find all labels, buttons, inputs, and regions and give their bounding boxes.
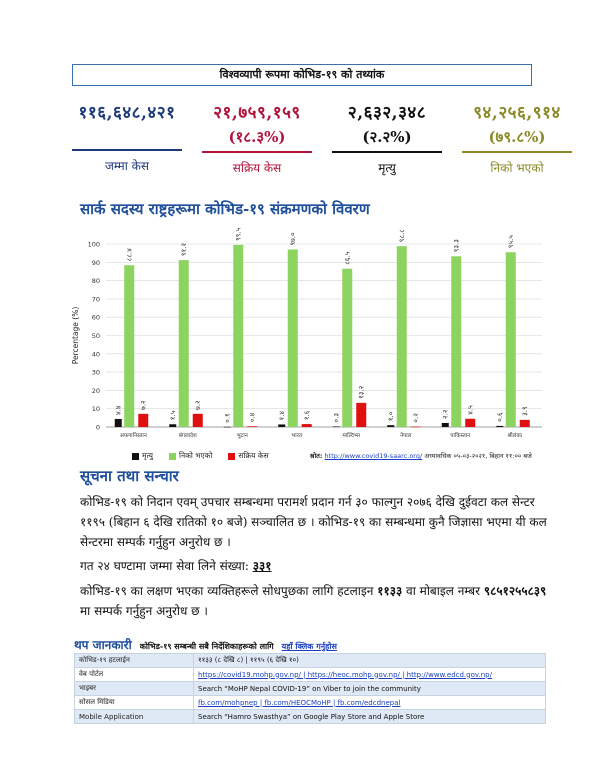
info-paragraph-2 [80,556,550,576]
y-tick-label: 80 [91,277,100,286]
bar-deaths [442,423,449,427]
stat-recovered [452,100,582,176]
bar-recovered [451,256,461,427]
y-tick-label: 100 [87,240,100,249]
chart-section-title: सार्क सदस्य राष्ट्रहरूमा कोभिड-१९ संक्रमणको विवरण [80,200,370,218]
y-tick-label: 40 [91,350,100,359]
data-label: १३.२ [357,385,366,399]
chart-source [310,451,532,460]
table-row [75,654,546,668]
contact-info-table [74,653,546,724]
y-tick-label: 0 [95,423,100,432]
stat-value: ११६,६४८,४२१ [78,103,176,123]
data-label: ०.३ [332,412,341,423]
table-row [75,682,546,696]
legend-swatch [132,453,139,460]
stat-value: २,६३२,३४८ [347,103,427,123]
data-label: ३.९ [521,406,530,416]
info-section-title: सूचना तथा सन्चार [80,467,179,485]
para3-text-c: मा सम्पर्क गर्नुहुन अनुरोध छ । [80,604,208,618]
row-value: Search “Hamro Swasthya” on Google Play Store and Apple Store [194,710,546,724]
bar-recovered [233,245,243,427]
chart-legend [132,451,269,461]
source-note: अध्यावधिक ०५-०३-२०२१, बिहान ११:०० बजे [424,452,532,460]
bar-recovered [506,252,516,427]
x-tick-label: बंगलादेश [178,433,197,439]
row-key: कोभिड-१९ हटलाईन [75,654,194,668]
stat-divider [72,149,182,151]
bar-active [520,420,530,427]
info-paragraph-3 [80,581,550,621]
data-label: २.२ [441,409,450,419]
legend-recovered [169,451,212,461]
data-label: ७.२ [194,400,203,410]
legend-swatch [169,453,176,460]
stat-deaths [322,100,452,176]
bar-recovered [179,260,189,427]
service-count-value: ३३१ [252,559,272,573]
y-tick-label: 90 [91,258,100,267]
data-label: ९३.३ [452,239,461,253]
data-label: ८६.५ [343,251,352,265]
bar-deaths [115,419,122,427]
y-tick-label: 70 [91,295,100,304]
y-tick-label: 20 [91,386,100,395]
data-label: ०.६ [496,412,505,422]
data-label: ४.४ [114,405,123,415]
bar-recovered [124,265,134,427]
hotline-number: ११३३ [377,584,403,598]
data-label: ७.२ [139,400,148,410]
para3-text-a: कोभिड-१९ का लक्षण भएका व्यक्तिहरूले सोधपुछका लागि हटलाइन [80,584,374,598]
legend-deaths [132,451,153,461]
stat-value: ९४,२५६,९१४ [473,103,561,123]
y-tick-label: 30 [91,368,100,377]
data-label: ०.४ [248,412,257,423]
stat-divider [202,151,312,153]
bar-recovered [288,249,298,427]
bar-deaths [333,426,340,427]
data-label: ०.१ [223,413,232,423]
bar-recovered [397,246,407,427]
bar-recovered [342,269,352,427]
y-tick-label: 60 [91,313,100,322]
more-info-desc: कोभिड-१९ सम्बन्धी सबै निर्देशिकाहरूको लागि [139,641,274,651]
data-label: १.५ [169,410,178,421]
stat-percent: (७९.८%) [488,128,546,146]
stat-percent: (२.२%) [362,128,412,146]
more-info-header [74,636,337,653]
legend-label: मृत्यु [142,451,154,460]
y-tick-label: 50 [91,332,100,340]
row-key: वेब पोर्टल [75,668,194,682]
service-count-label: गत २४ घण्टामा जम्मा सेवा लिने संख्या: [80,559,249,573]
more-info-title: थप जानकारी [74,638,132,652]
stat-value: २१,७५९,१५९ [213,103,301,123]
bar-deaths [278,424,285,427]
mobile-number: ९८५१२५५८३९ [483,584,547,598]
y-axis-label: Percentage (%) [71,306,80,365]
legend-label: निको भएको [179,451,213,460]
web-portal-links[interactable]: https://covid19.mohp.gov.np/ | https://heoc.mohp.gov.np/ | http://www.edcd.gov.np/ [194,668,546,682]
bar-active [356,403,366,427]
legend-label: सक्रिय केस [238,451,269,460]
social-media-links[interactable]: fb.com/mohpnep | fb.com/HEOCMoHP | fb.com/edcdnepal [194,696,546,710]
x-tick-label: पाकिस्तान [450,433,471,439]
stat-divider [462,151,572,153]
data-label: ९५.५ [507,235,516,249]
row-key: Mobile Application [75,710,194,724]
saarc-covid-bar-chart [66,222,550,468]
data-label: ९७.० [289,232,298,246]
page-title: विश्वव्यापी रूपमा कोभिड-१९ को तथ्यांक [72,64,532,86]
bar-deaths [387,425,394,427]
source-link[interactable]: http://www.covid19-saarc.org/ [324,452,423,460]
data-label: १.६ [303,410,312,421]
legend-swatch [228,453,235,460]
stat-label: सक्रिय केस [232,161,282,175]
x-tick-label: माल्दिभ्स [342,433,361,439]
table-row [75,696,546,710]
data-label: ९१.२ [180,242,189,257]
guidelines-link[interactable]: यहाँ क्लिक गर्नुहोस [281,642,337,651]
stat-divider [332,151,442,153]
info-paragraph-1: कोभिड-१९ को निदान एवम् उपचार सम्बन्धमा परामर्श प्रदान गर्न ३० फाल्गुन २०७६ देखि दुईवटा कल सेन्टर ११९५ (बिहान ६ देखि रातिको १० बजे) सञ्चालित छ । कोभिड-१९ का सम्बन्धमा कुनै जिज्ञासा भएमा यी कल सेन्टरमा सम्पर्क गर्नुहुन अनुरोध छ । [80,495,547,549]
data-label: १.४ [278,410,287,421]
bar-active [247,426,257,427]
data-label: ४.५ [466,405,475,415]
stat-label: मृत्यु [378,161,396,175]
stat-label: निको भएको [490,161,544,175]
x-tick-label: अफगानिस्तान [119,433,147,439]
bar-active [193,414,203,427]
x-tick-label: नेपाल [400,433,412,439]
bar-active [411,427,421,428]
x-tick-label: श्रीलंका [507,433,523,439]
y-tick-label: 10 [91,405,100,414]
row-value: Search “MoHP Nepal COVID-19” on Viber to join the community [194,682,546,696]
stat-total-cases [62,100,192,174]
bar-deaths [169,424,176,427]
stat-label: जम्मा केस [105,159,149,173]
row-key: सोसल मिडिया [75,696,194,710]
table-row [75,710,546,724]
data-label: ८८.४ [125,248,134,262]
stat-percent: (१८.३%) [228,128,286,146]
data-label: ९८.८ [398,229,407,243]
x-tick-label: भुटान [236,433,248,439]
table-row [75,668,546,682]
stat-active-cases [192,100,322,176]
data-label: १.० [387,411,396,422]
bar-deaths [224,427,231,428]
row-value: ११३३ (८ देखि ८) | ११९५ (६ देखि १०) [194,654,546,668]
x-tick-label: भारत [291,433,303,439]
row-key: भाइबर [75,682,194,696]
bar-active [465,419,475,427]
legend-active [228,451,268,461]
bar-active [302,424,312,427]
bar-deaths [496,426,503,427]
bar-active [138,414,148,427]
source-prefix: स्रोत: [310,452,323,460]
para3-text-b: वा मोबाइल नम्बर [406,584,481,598]
data-label: ०.२ [412,413,421,423]
stat-percent [62,127,192,145]
data-label: ९९.५ [234,227,243,241]
